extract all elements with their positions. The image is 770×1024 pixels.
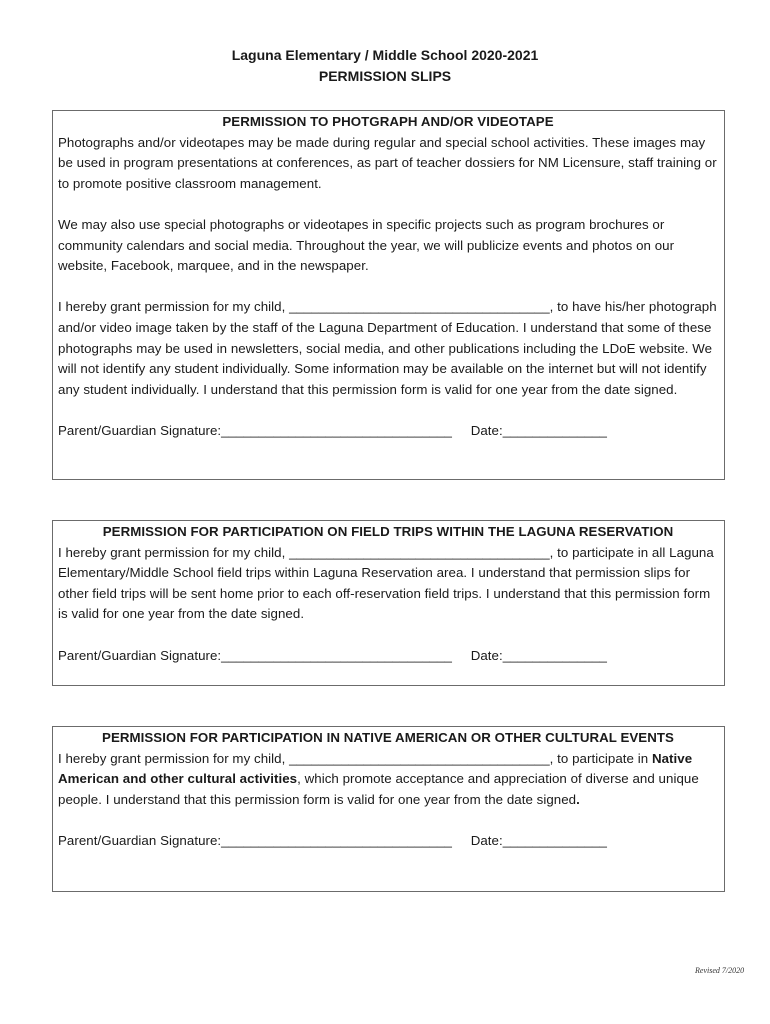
photo-permission-paragraph-2: We may also use special photographs or videotapes in specific projects such as program brochures or community calendars and social media. Throughout the year, we will publicize events and photos on our website, Facebook, marquee, and in the newspaper. [58, 216, 675, 274]
fieldtrip-permission-title: PERMISSION FOR PARTICIPATION ON FIELD TRIPS WITHIN THE LAGUNA RESERVATION [102, 524, 674, 539]
cultural-permission-section [52, 726, 725, 892]
photo-permission-paragraph-3: I hereby grant permission for my child, ___________________________________, to have his/her photograph and/or video image taken by the staff of the Laguna Department of Education. I understand that some of these photographs may be used in newsletters, social media, and other publications including the LDoE website. We will not identify any student individually. Some information may be available on the internet but will not identify any student individually. I understand that this permission form is valid for one year from the date signed. [58, 299, 717, 397]
photo-permission-paragraph-1: Photographs and/or videotapes may be made during regular and special school activities. These images may be used in program presentations at conferences, as part of teacher dossiers for NM Licensure, staff training or to promote positive classroom management. [58, 134, 717, 191]
document-title [0, 45, 770, 87]
cultural-permission-title: PERMISSION FOR PARTICIPATION IN NATIVE AMERICAN OR OTHER CULTURAL EVENTS [102, 730, 674, 745]
school-name-heading: Laguna Elementary / Middle School 2020-2021 [231, 47, 539, 63]
fieldtrip-signature-line[interactable]: Parent/Guardian Signature:_______________________________ Date:______________ [58, 647, 607, 663]
cultural-paragraph-period: . [576, 791, 580, 807]
revision-note: Revised 7/2020 [695, 966, 745, 975]
cultural-activities-emphasis: Native American and other cultural activities [58, 750, 693, 787]
fieldtrip-permission-section [52, 520, 725, 686]
cultural-paragraph-end: , which promote acceptance and appreciation of diverse and unique people. I understand that this permission form is valid for one year from the date signed [58, 771, 699, 807]
photo-signature-line[interactable]: Parent/Guardian Signature:_______________________________ Date:______________ [58, 422, 607, 438]
photo-permission-title: PERMISSION TO PHOTGRAPH AND/OR VIDEOTAPE [222, 114, 554, 129]
permission-slips-heading: PERMISSION SLIPS [318, 68, 452, 84]
cultural-paragraph-start: I hereby grant permission for my child, ___________________________________, to participate in [58, 750, 652, 766]
photo-permission-section [52, 110, 725, 480]
fieldtrip-permission-paragraph: I hereby grant permission for my child, ___________________________________, to participate in all Laguna Elementary/Middle School field trips within Laguna Reservation area. I understand that permission slips for other field trips will be sent home prior to each off-reservation field trips. I understand that this permission form is valid for one year from the date signed. [58, 544, 714, 622]
cultural-signature-line[interactable]: Parent/Guardian Signature:_______________________________ Date:______________ [58, 832, 607, 848]
cultural-permission-paragraph [58, 749, 718, 811]
